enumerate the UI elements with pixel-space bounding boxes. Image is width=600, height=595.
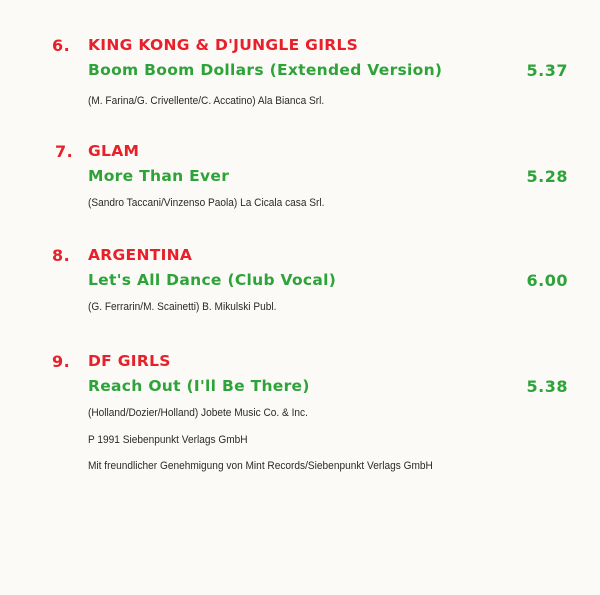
track-credit: (Holland/Dozier/Holland) Jobete Music Co. & Inc. (88, 407, 308, 419)
track-title: Reach Out (I'll Be There) (88, 377, 310, 395)
track-credit: (G. Ferrarin/M. Scainetti) B. Mikulski Publ. (88, 301, 277, 313)
track-publisher-line: P 1991 Siebenpunkt Verlags GmbH (88, 434, 248, 446)
track-number: 8. (52, 246, 71, 265)
track-credit: (Sandro Taccani/Vinzenso Paola) La Cicala casa Srl. (88, 197, 325, 209)
track-artist: ARGENTINA (88, 246, 193, 264)
track-duration: 5.37 (526, 61, 568, 80)
track-artist: DF GIRLS (88, 352, 171, 370)
track-duration: 5.28 (526, 167, 568, 186)
track-number: 6. (52, 36, 71, 55)
track-title: More Than Ever (88, 167, 230, 185)
track-artist: KING KONG & D'JUNGLE GIRLS (88, 36, 359, 54)
track-artist: GLAM (88, 142, 140, 160)
track-duration: 5.38 (526, 377, 568, 396)
track-title: Boom Boom Dollars (Extended Version) (88, 61, 443, 79)
track-credit: (M. Farina/G. Crivellente/C. Accatino) Ala Bianca Srl. (88, 95, 325, 107)
track-duration: 6.00 (526, 271, 568, 290)
track-title: Let's All Dance (Club Vocal) (88, 271, 337, 289)
track-number: 7. (55, 142, 74, 161)
track-license-line: Mit freundlicher Genehmigung von Mint Records/Siebenpunkt Verlags GmbH (88, 460, 433, 472)
track-number: 9. (52, 352, 71, 371)
